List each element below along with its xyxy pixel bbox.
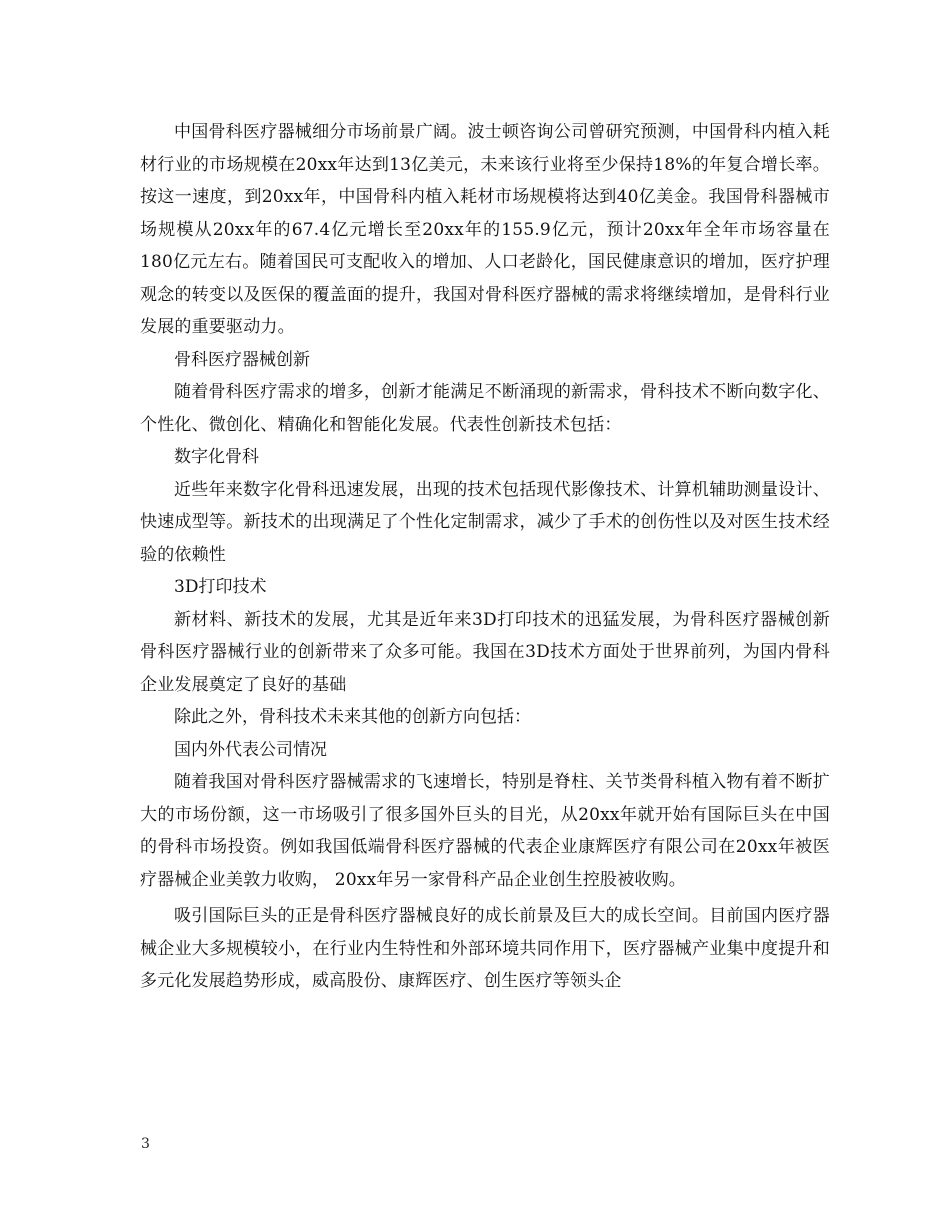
- document-body: [140, 116, 830, 998]
- paragraph-foreign-investment: 随着我国对骨科医疗器械需求的飞速增长，特别是脊柱、关节类骨科植入物有着不断扩大的市场份额，这一市场吸引了很多国外巨头的目光，从20xx年就开始有国际巨头在中国的骨科市场投资。例如我国低端骨科医疗器械的代表企业康辉医疗有限公司在20xx年被医疗器械企业美敦力收购， 20xx年另一家骨科产品企业创生控股被收购。: [140, 772, 830, 890]
- heading-3d-printing: 3D打印技术: [174, 577, 267, 597]
- heading-representative-companies: 国内外代表公司情况: [174, 739, 327, 760]
- heading-orthopedic-innovation: 骨科医疗器械创新: [174, 349, 310, 370]
- paragraph-market-outlook: 中国骨科医疗器械细分市场前景广阔。波士顿咨询公司曾研究预测，中国骨科内植入耗材行业的市场规模在20xx年达到13亿美元，未来该行业将至少保持18%的年复合增长率。按这一速度，到20xx年，中国骨科内植入耗材市场规模将达到40亿美金。我国骨科器械市场规模从20xx年的67.4亿元增长至20xx年的155.9亿元，预计20xx年全年市场容量在180亿元左右。随着国民可支配收入的增加、人口老龄化，国民健康意识的增加，医疗护理观念的转变以及医保的覆盖面的提升，我国对骨科医疗器械的需求将继续增加，是骨科行业发展的重要驱动力。: [140, 122, 830, 337]
- heading-digital-orthopedics: 数字化骨科: [174, 447, 259, 467]
- heading-other-directions: 除此之外，骨科技术未来其他的创新方向包括：: [174, 707, 531, 727]
- paragraph-digital-orthopedics: 近些年来数字化骨科迅速发展，出现的技术包括现代影像技术、计算机辅助测量设计、快速成型等。新技术的出现满足了个性化定制需求，减少了手术的创伤性以及对医生技术经验的依赖性: [140, 479, 830, 565]
- paragraph-innovation-intro: 随着骨科医疗需求的增多，创新才能满足不断涌现的新需求，骨科技术不断向数字化、个性化、微创化、精确化和智能化发展。代表性创新技术包括：: [140, 382, 830, 435]
- paragraph-growth-prospects: 吸引国际巨头的正是骨科医疗器械良好的成长前景及巨大的成长空间。目前国内医疗器械企业大多规模较小，在行业内生特性和外部环境共同作用下，医疗器械产业集中度提升和多元化发展趋势形成，威高股份、康辉医疗、创生医疗等领头企: [140, 906, 830, 991]
- page-number: 3: [141, 1136, 150, 1152]
- paragraph-3d-printing: 新材料、新技术的发展，尤其是近年来3D打印技术的迅猛发展，为骨科医疗器械创新骨科医疗器械行业的创新带来了众多可能。我国在3D技术方面处于世界前列，为国内骨科企业发展奠定了良好的基础: [140, 609, 830, 695]
